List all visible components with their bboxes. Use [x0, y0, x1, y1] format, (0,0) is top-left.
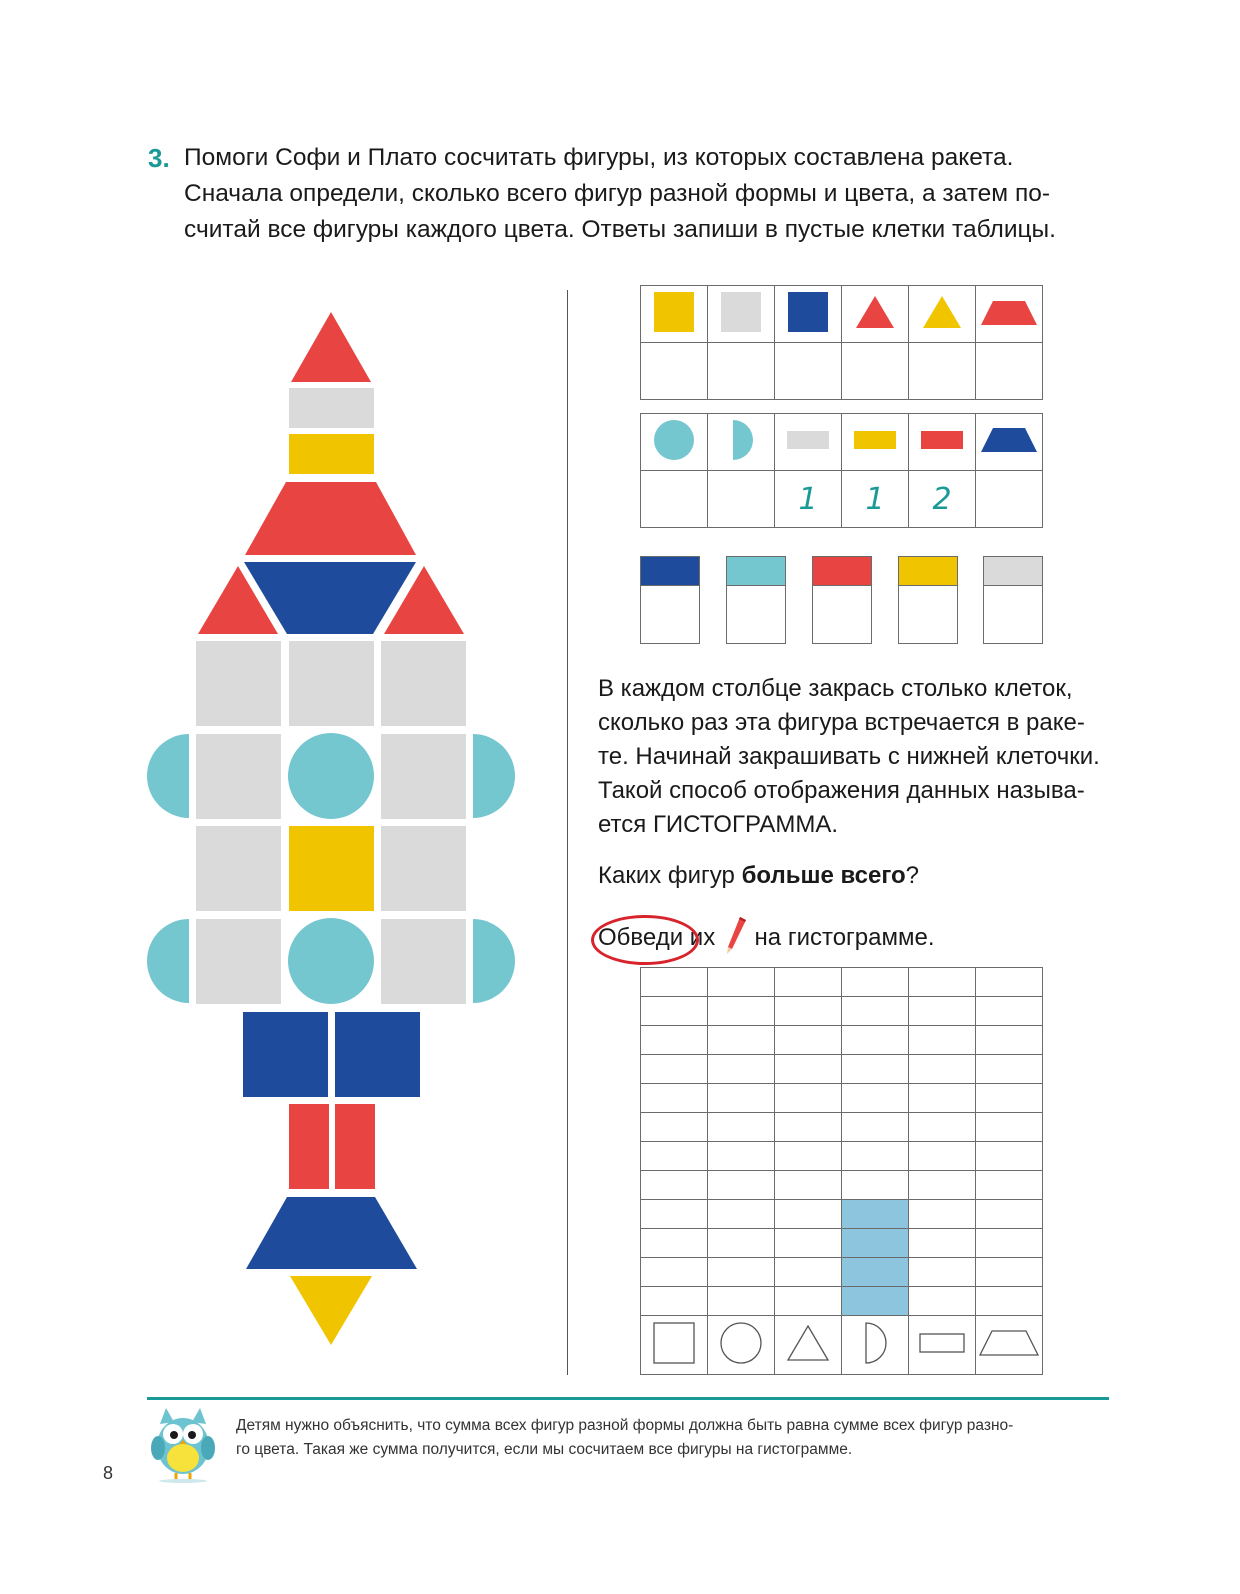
teacher-note: [236, 1414, 1106, 1462]
table2-shape-cell: [909, 414, 976, 471]
histogram-cell[interactable]: [641, 1055, 708, 1084]
table2-shape-cell: [976, 414, 1043, 471]
rocket-gray-square: [381, 826, 466, 911]
table2-shape-cell: [842, 414, 909, 471]
rocket-gray-square: [196, 641, 281, 726]
instructions-line: Такой способ отображения данных называ-: [598, 777, 1085, 804]
answer-cell[interactable]: [708, 343, 775, 400]
histogram-cell[interactable]: [708, 1142, 775, 1171]
histogram-grid: [640, 967, 1043, 1375]
histogram-cell[interactable]: [775, 1229, 842, 1258]
instructions-line: сколько раз эта фигура встречается в раке-: [598, 709, 1085, 736]
question-suffix: ?: [905, 862, 920, 889]
task-number: 3.: [148, 143, 170, 173]
histogram-cell[interactable]: [976, 1055, 1043, 1084]
rocket-gray-square: [381, 919, 466, 1004]
histogram-cell[interactable]: [708, 1084, 775, 1113]
teal-half-circle-icon: [719, 418, 763, 462]
histogram-cell[interactable]: [708, 1171, 775, 1200]
histogram-cell[interactable]: [909, 1200, 976, 1229]
histogram-shape-label: [775, 1316, 842, 1375]
histogram-cell[interactable]: [976, 1229, 1043, 1258]
histogram-cell[interactable]: [842, 1026, 909, 1055]
histogram-cell[interactable]: [775, 1142, 842, 1171]
histogram-cell[interactable]: [842, 968, 909, 997]
circle-suffix: на гистограмме.: [747, 924, 935, 951]
blue-trapezoid-icon: [979, 425, 1039, 455]
histogram-cell[interactable]: [708, 1200, 775, 1229]
rocket-yellow-square: [289, 826, 374, 911]
answer-cell[interactable]: [976, 471, 1043, 528]
answer-cell[interactable]: 1: [842, 471, 909, 528]
rocket-teal-circle: [288, 733, 374, 819]
histogram-cell[interactable]: [909, 1084, 976, 1113]
rocket-gray-square: [381, 734, 466, 819]
task-line-3: считай все фигуры каждого цвета. Ответы запиши в пустые клетки таблицы.: [184, 216, 1056, 243]
histogram-cell[interactable]: [641, 1287, 708, 1316]
square-outline-icon: [651, 1353, 697, 1370]
rocket-red-rectangle: [289, 1104, 329, 1189]
answer-cell[interactable]: [775, 343, 842, 400]
red-pencil-icon: [722, 915, 748, 955]
table1-shape-cell: [775, 286, 842, 343]
blue-swatch: [641, 557, 699, 586]
rectangle-outline-icon: [919, 1341, 965, 1358]
rocket-gray-square: [196, 919, 281, 1004]
question: [598, 862, 919, 890]
half-circle-outline-icon: [852, 1353, 898, 1370]
histogram-cell[interactable]: [976, 1258, 1043, 1287]
teal-swatch: [727, 557, 785, 586]
task-line-1: Помоги Софи и Плато сосчитать фигуры, из которых составлена ракета.: [184, 144, 1014, 171]
table1-shape-cell: [976, 286, 1043, 343]
color-column-red[interactable]: [812, 556, 872, 644]
footer-divider: [147, 1397, 1109, 1400]
rocket-nose-triangle: [291, 312, 371, 382]
histogram-shape-label: [842, 1316, 909, 1375]
color-column-blue[interactable]: [640, 556, 700, 644]
instructions-line: В каждом столбце закрась столько клеток,: [598, 675, 1073, 702]
instructions-line: те. Начинай закрашивать с нижней клеточки.: [598, 743, 1100, 770]
histogram-cell-filled[interactable]: [842, 1229, 909, 1258]
rocket-gray-bar: [289, 388, 374, 428]
histogram-cell[interactable]: [909, 1287, 976, 1316]
histogram-cell[interactable]: [909, 1055, 976, 1084]
answer-cell[interactable]: [641, 343, 708, 400]
question-prefix: Каких фигур: [598, 862, 742, 889]
answer-cell[interactable]: 1: [775, 471, 842, 528]
histogram-cell[interactable]: [976, 968, 1043, 997]
histogram-cell-filled[interactable]: [842, 1258, 909, 1287]
answer-cell[interactable]: 2: [909, 471, 976, 528]
answer-cell[interactable]: [641, 471, 708, 528]
histogram-cell[interactable]: [909, 1026, 976, 1055]
rocket-bottom-blue-trapezoid: [246, 1197, 417, 1269]
histogram-cell[interactable]: [775, 1055, 842, 1084]
histogram-cell[interactable]: [641, 1171, 708, 1200]
histogram-cell[interactable]: [708, 1258, 775, 1287]
rocket-gray-square: [196, 734, 281, 819]
rocket-red-rectangle: [335, 1104, 375, 1189]
histogram-cell[interactable]: [976, 1084, 1043, 1113]
histogram-cell[interactable]: [641, 1113, 708, 1142]
histogram-cell[interactable]: [641, 1142, 708, 1171]
instructions-line: ется ГИСТОГРАММА.: [598, 811, 839, 838]
histogram-shape-label: [641, 1316, 708, 1375]
rocket-gray-square: [196, 826, 281, 911]
answer-cell[interactable]: [909, 343, 976, 400]
histogram-cell[interactable]: [641, 997, 708, 1026]
histogram-shape-label: [909, 1316, 976, 1375]
histogram-cell[interactable]: [775, 1287, 842, 1316]
answer-cell[interactable]: [976, 343, 1043, 400]
histogram-cell[interactable]: [976, 997, 1043, 1026]
rocket-gray-square: [289, 641, 374, 726]
shapes-count-table-2: [640, 413, 1043, 528]
histogram-cell[interactable]: [842, 1171, 909, 1200]
histogram-cell[interactable]: [976, 1113, 1043, 1142]
table1-shape-cell: [708, 286, 775, 343]
yellow-triangle-icon: [920, 292, 964, 332]
histogram-cell[interactable]: [775, 1200, 842, 1229]
table1-shape-cell: [641, 286, 708, 343]
color-column-gray[interactable]: [983, 556, 1043, 644]
histogram-cell[interactable]: [775, 997, 842, 1026]
circle-instruction: [598, 915, 935, 955]
histogram-cell[interactable]: [909, 997, 976, 1026]
rocket-yellow-triangle: [290, 1276, 372, 1345]
blue-square-icon: [786, 290, 830, 334]
note-line: го цвета. Такая же сумма получится, если мы сосчитаем все фигуры на гистограмме.: [236, 1441, 853, 1458]
rocket-teal-circle: [288, 918, 374, 1004]
histogram-cell[interactable]: [909, 1142, 976, 1171]
yellow-square-icon: [652, 290, 696, 334]
rocket-blue-square: [335, 1012, 420, 1097]
circle-outline-icon: [718, 1353, 764, 1370]
table1-shape-cell: [842, 286, 909, 343]
histogram-cell[interactable]: [708, 997, 775, 1026]
shapes-count-table-1: [640, 285, 1043, 400]
histogram-cell[interactable]: [708, 968, 775, 997]
answer-cell[interactable]: [708, 471, 775, 528]
histogram-cell[interactable]: [708, 1229, 775, 1258]
red-rectangle-icon: [920, 430, 964, 450]
circle-middle: их: [683, 924, 722, 951]
rocket-left-half-circle: [147, 734, 189, 818]
histogram-cell[interactable]: [641, 968, 708, 997]
yellow-swatch: [899, 557, 957, 586]
histogram-cell[interactable]: [775, 1084, 842, 1113]
note-line: Детям нужно объяснить, что сумма всех фигур разной формы должна быть равна сумме всех фигур разно-: [236, 1417, 1014, 1434]
histogram-cell[interactable]: [842, 1084, 909, 1113]
gray-rectangle-icon: [786, 430, 830, 450]
histogram-cell[interactable]: [708, 1026, 775, 1055]
gray-square-icon: [719, 290, 763, 334]
teal-circle-icon: [652, 418, 696, 462]
table1-shape-cell: [909, 286, 976, 343]
color-column-teal[interactable]: [726, 556, 786, 644]
histogram-cell[interactable]: [641, 1084, 708, 1113]
task-line-2: Сначала определи, сколько всего фигур разной формы и цвета, а затем по-: [184, 180, 1051, 207]
gray-swatch: [984, 557, 1042, 586]
rocket-red-trapezoid: [245, 482, 416, 555]
histogram-cell[interactable]: [708, 1113, 775, 1142]
trapezoid-outline-icon: [978, 1345, 1040, 1362]
rocket-right-half-circle: [473, 734, 515, 818]
table2-shape-cell: [775, 414, 842, 471]
histogram-cell[interactable]: [775, 1026, 842, 1055]
histogram-cell[interactable]: [641, 1200, 708, 1229]
histogram-cell[interactable]: [641, 1026, 708, 1055]
histogram-cell[interactable]: [641, 1258, 708, 1287]
rocket-figure: [140, 300, 530, 1360]
histogram-cell[interactable]: [976, 1171, 1043, 1200]
circled-word: Обведи: [598, 924, 684, 951]
answer-cell[interactable]: [842, 343, 909, 400]
histogram-cell[interactable]: [976, 1287, 1043, 1316]
histogram-cell[interactable]: [842, 997, 909, 1026]
histogram-cell-filled[interactable]: [842, 1287, 909, 1316]
histogram-cell[interactable]: [976, 1142, 1043, 1171]
table2-shape-cell: [708, 414, 775, 471]
triangle-outline-icon: [785, 1351, 831, 1368]
histogram-cell[interactable]: [775, 1258, 842, 1287]
histogram-shape-label: [976, 1316, 1043, 1375]
question-bold: больше всего: [741, 862, 906, 889]
rocket-right-half-circle: [473, 919, 515, 1003]
histogram-cell[interactable]: [909, 1229, 976, 1258]
histogram-cell[interactable]: [909, 1258, 976, 1287]
histogram-cell[interactable]: [775, 968, 842, 997]
histogram-cell[interactable]: [909, 968, 976, 997]
page-number: 8: [103, 1463, 114, 1483]
red-triangle-icon: [853, 292, 897, 332]
color-column-yellow[interactable]: [898, 556, 958, 644]
histogram-cell[interactable]: [976, 1026, 1043, 1055]
histogram-cell[interactable]: [842, 1142, 909, 1171]
histogram-cell[interactable]: [708, 1055, 775, 1084]
histogram-shape-label: [708, 1316, 775, 1375]
histogram-cell[interactable]: [909, 1113, 976, 1142]
red-swatch: [813, 557, 871, 586]
rocket-blue-square: [243, 1012, 328, 1097]
histogram-cell[interactable]: [976, 1200, 1043, 1229]
histogram-cell[interactable]: [775, 1171, 842, 1200]
rocket-left-half-circle: [147, 919, 189, 1003]
histogram-cell-filled[interactable]: [842, 1200, 909, 1229]
histogram-cell[interactable]: [641, 1229, 708, 1258]
histogram-cell[interactable]: [842, 1055, 909, 1084]
instructions-paragraph: [598, 672, 1138, 842]
rocket-gray-square: [381, 641, 466, 726]
histogram-cell[interactable]: [909, 1171, 976, 1200]
histogram-cell[interactable]: [842, 1113, 909, 1142]
owl-mascot-icon: [148, 1400, 218, 1484]
rocket-yellow-bar: [289, 434, 374, 474]
histogram-cell[interactable]: [708, 1287, 775, 1316]
yellow-rectangle-icon: [853, 430, 897, 450]
column-divider: [567, 290, 568, 1375]
red-trapezoid-icon: [979, 295, 1039, 329]
histogram-cell[interactable]: [775, 1113, 842, 1142]
table2-shape-cell: [641, 414, 708, 471]
